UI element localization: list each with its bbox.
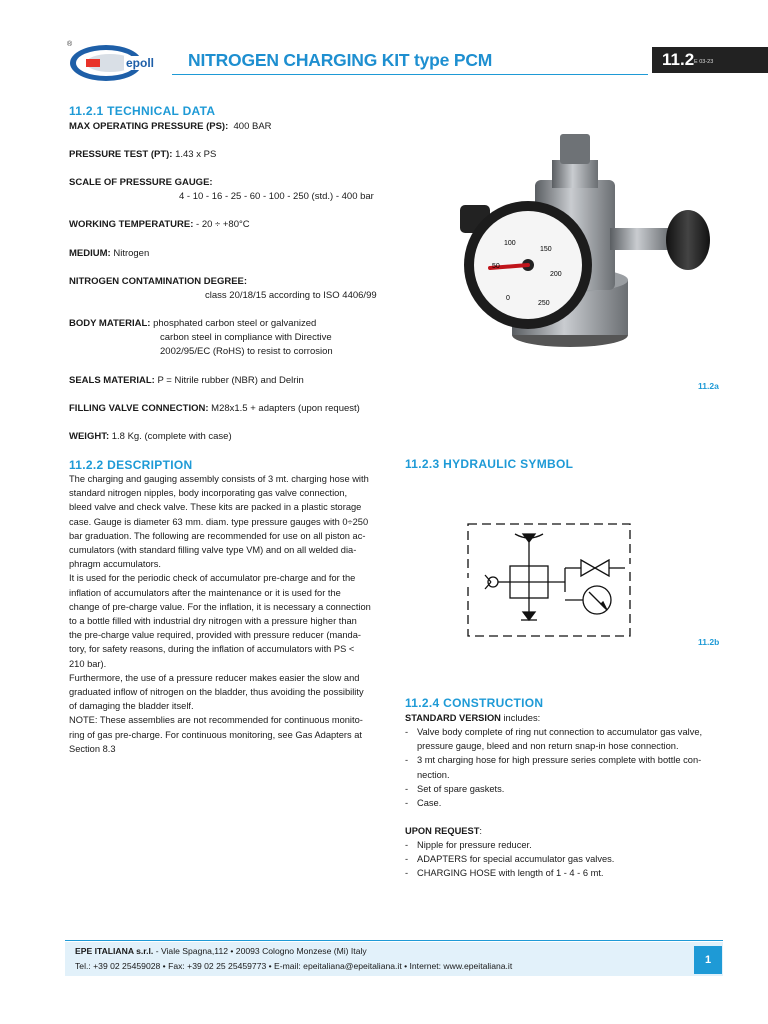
figure-caption-b: 11.2b xyxy=(698,637,720,647)
description-line: case. Gauge is diameter 63 mm. diam. type pressure gauges with 0÷250 xyxy=(69,516,369,527)
pressure-test-label: PRESSURE TEST (PT): xyxy=(69,149,173,160)
svg-text:epoll: epoll xyxy=(126,56,155,70)
standard-version-label: STANDARD VERSION xyxy=(405,713,501,723)
description-line: phragm accumulators. xyxy=(69,559,161,570)
svg-text:200: 200 xyxy=(550,271,562,278)
description-line: change of pre-charge value. For the inflation, it is necessary a connection xyxy=(69,601,371,612)
contamination-value: class 20/18/15 according to ISO 4406/99 xyxy=(205,290,377,301)
standard-version-intro: STANDARD VERSION includes: xyxy=(405,713,541,723)
body-material-line2: carbon steel in compliance with Directive xyxy=(160,332,332,343)
footer-divider xyxy=(65,940,723,941)
list-item: - 3 mt charging hose for high pressure series complete with bottle con- nection. xyxy=(405,755,702,780)
filling-valve-value: M28x1.5 + adapters (upon request) xyxy=(211,403,360,414)
gauge-scale-value: 4 - 10 - 16 - 25 - 60 - 100 - 250 (std.) - 400 bar xyxy=(179,191,374,202)
description-line: bar graduation. The following are recommended for use on all piston ac- xyxy=(69,530,366,541)
company-logo xyxy=(64,38,176,84)
hydraulic-symbol-heading: 11.2.3 HYDRAULIC SYMBOL xyxy=(405,457,574,471)
upon-request-label: UPON REQUEST xyxy=(405,826,480,836)
max-pressure-value: 400 BAR xyxy=(233,121,272,132)
svg-text:100: 100 xyxy=(504,240,516,247)
body-material-line1: phosphated carbon steel or galvanized xyxy=(153,318,317,329)
pressure-test-value: 1.43 x PS xyxy=(175,149,217,160)
footer-address: EPE ITALIANA s.r.l. - Viale Spagna,112 • 20093 Cologno Monzese (Mi) Italy xyxy=(75,946,367,956)
body-material-row xyxy=(69,317,316,330)
description-line: The charging and gauging assembly consists of 3 mt. charging hose with xyxy=(69,474,369,484)
weight-value: 1.8 Kg. (complete with case) xyxy=(111,431,232,442)
list-item: - Case. xyxy=(405,798,442,809)
list-item: - ADAPTERS for special accumulator gas valves. xyxy=(405,854,615,865)
description-line: inflation of accumulators after the maintenance or it is used for the xyxy=(69,587,341,598)
standard-version-list xyxy=(405,725,727,810)
section-badge xyxy=(652,47,768,73)
description-line: Furthermore, the use of a pressure reducer makes easier the slow and xyxy=(69,672,360,683)
construction-heading: 11.2.4 CONSTRUCTION xyxy=(405,696,544,710)
list-item: - CHARGING HOSE with length of 1 - 4 - 6 mt. xyxy=(405,868,604,879)
list-item: - Set of spare gaskets. xyxy=(405,783,505,794)
section-number: 11.2 xyxy=(662,50,695,69)
gauge-scale-label: SCALE OF PRESSURE GAUGE: xyxy=(69,177,213,188)
max-pressure-row xyxy=(69,120,272,133)
body-material-line3: 2002/95/EC (RoHS) to resist to corrosion xyxy=(160,346,333,357)
description-line: to a bottle filled with industrial dry nitrogen with a pressure higher than xyxy=(69,616,357,627)
description-line: ring of gas pre-charge. For continuous monitoring, see Gas Adapters at xyxy=(69,729,363,740)
list-item: - Valve body complete of ring nut connection to accumulator gas valve, pressure gauge, bleed and non return snap-in hose connection. xyxy=(405,727,703,752)
description-line: standard nitrogen nipples, body incorporating gas valve connection, xyxy=(69,488,348,499)
description-line: tory, for safety reasons, during the inflation of accumulators with PS < xyxy=(69,644,355,655)
description-line: of damaging the bladder itself. xyxy=(69,701,194,712)
hydraulic-symbol-diagram xyxy=(465,520,635,640)
max-pressure-label: MAX OPERATING PRESSURE (PS): xyxy=(69,121,229,132)
description-body xyxy=(69,472,387,756)
upon-request-intro: UPON REQUEST: xyxy=(405,826,482,836)
temperature-value: - 20 ÷ +80°C xyxy=(196,219,250,230)
svg-text:50: 50 xyxy=(492,263,500,270)
figure-caption-a: 11.2a xyxy=(698,381,719,391)
description-line: the pre-charge value required, provided with pressure reducer (manda- xyxy=(69,630,361,641)
description-line: cumulators (with standard filling valve type VM) and on all welded dia- xyxy=(69,545,357,556)
contamination-label: NITROGEN CONTAMINATION DEGREE: xyxy=(69,276,248,287)
description-line: graduated inflow of nitrogen on the bladder, thus avoiding the possibility xyxy=(69,687,364,698)
page-title: NITROGEN CHARGING KIT type PCM xyxy=(188,50,493,70)
footer-contacts: Tel.: +39 02 25459028 • Fax: +39 02 25 25459773 • E-mail: epeitaliana@epeitaliana.it • Internet: www.epeitaliana.it xyxy=(75,961,513,971)
temperature-label: WORKING TEMPERATURE: xyxy=(69,219,194,230)
seals-label: SEALS MATERIAL: xyxy=(69,375,155,386)
weight-row xyxy=(69,430,232,443)
upon-request-list xyxy=(405,838,727,881)
svg-text:250: 250 xyxy=(538,300,550,307)
temperature-row xyxy=(69,218,250,231)
description-line: 210 bar). xyxy=(69,658,107,669)
description-line: It is used for the periodic check of accumulator pre-charge and for the xyxy=(69,573,356,584)
filling-valve-label: FILLING VALVE CONNECTION: xyxy=(69,403,209,414)
body-material-label: BODY MATERIAL: xyxy=(69,318,151,329)
list-item: - Nipple for pressure reducer. xyxy=(405,840,532,850)
description-line: bleed valve and check valve. These kits are packed in a plastic storage xyxy=(69,502,362,513)
medium-row xyxy=(69,247,149,260)
medium-label: MEDIUM: xyxy=(69,248,111,259)
weight-label: WEIGHT: xyxy=(69,431,110,442)
edition-code: E 03-23 xyxy=(694,59,714,65)
svg-text:150: 150 xyxy=(540,246,552,253)
footer xyxy=(65,942,723,976)
svg-text:0: 0 xyxy=(506,295,510,302)
description-line: NOTE: These assemblies are not recommended for continuous monito- xyxy=(69,715,363,726)
description-heading: 11.2.2 DESCRIPTION xyxy=(69,458,193,472)
medium-value: Nitrogen xyxy=(113,248,150,259)
header-divider xyxy=(172,74,648,75)
svg-text:®: ® xyxy=(67,41,73,48)
filling-valve-row xyxy=(69,402,360,415)
description-line: Section 8.3 xyxy=(69,743,116,754)
seals-row xyxy=(69,374,304,387)
technical-data-heading: 11.2.1 TECHNICAL DATA xyxy=(69,104,216,118)
product-image xyxy=(440,120,730,350)
company-name: EPE ITALIANA s.r.l. xyxy=(75,946,154,956)
seals-value: P = Nitrile rubber (NBR) and Delrin xyxy=(157,375,304,386)
pressure-test-row xyxy=(69,148,216,161)
page-number: 1 xyxy=(694,946,722,974)
